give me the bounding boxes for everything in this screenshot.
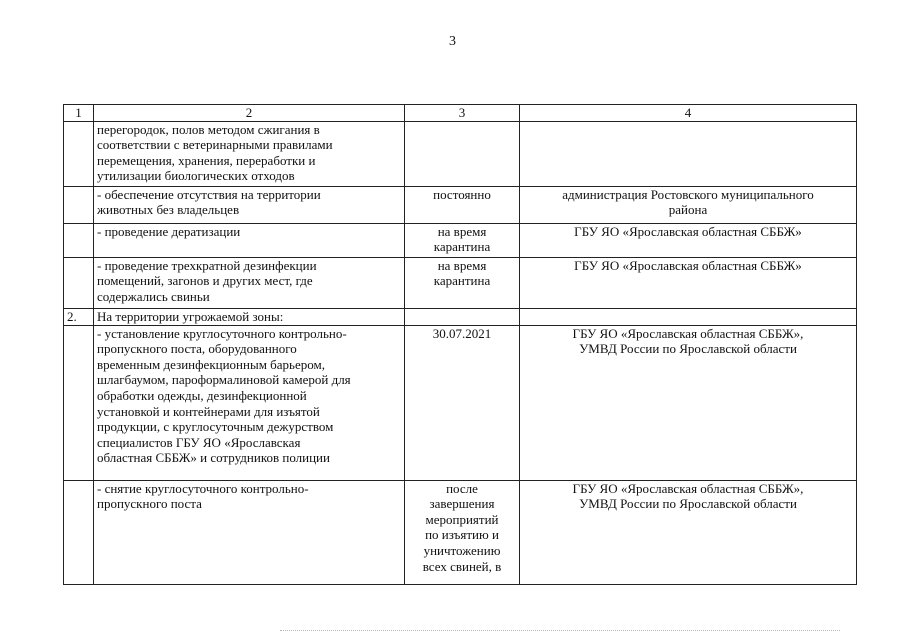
- term-text: на время карантина: [405, 257, 520, 308]
- table-row: [64, 480, 857, 584]
- table-row: [64, 257, 857, 308]
- table-row: [64, 325, 857, 480]
- row-number: [64, 325, 94, 480]
- row-number: [64, 121, 94, 186]
- row-number: [64, 223, 94, 257]
- column-header-term: 3: [405, 105, 520, 122]
- table-header-row: [64, 105, 857, 122]
- column-header-responsible: 4: [520, 105, 857, 122]
- measures-table: [63, 104, 857, 585]
- responsible-text: администрация Ростовского муниципального района: [520, 186, 857, 223]
- responsible-text: ГБУ ЯО «Ярославская областная СББЖ», УМВД России по Ярославской области: [520, 480, 857, 584]
- responsible-text: [520, 308, 857, 325]
- table-row: [64, 186, 857, 223]
- table-row: [64, 121, 857, 186]
- responsible-text: ГБУ ЯО «Ярославская областная СББЖ»: [520, 223, 857, 257]
- table-row: [64, 308, 857, 325]
- measure-text: - проведение трехкратной дезинфекции помещений, загонов и других мест, где содержались свиньи: [94, 257, 405, 308]
- term-text: [405, 308, 520, 325]
- responsible-text: ГБУ ЯО «Ярославская областная СББЖ», УМВД России по Ярославской области: [520, 325, 857, 480]
- measure-text: На территории угрожаемой зоны:: [94, 308, 405, 325]
- measure-text: - обеспечение отсутствия на территории животных без владельцев: [94, 186, 405, 223]
- measure-text: перегородок, полов методом сжигания в соответствии с ветеринарными правилами перемещения, хранения, переработки и утилизации биологических отходов: [94, 121, 405, 186]
- term-text: 30.07.2021: [405, 325, 520, 480]
- column-header-number: 1: [64, 105, 94, 122]
- page-number: 3: [449, 34, 456, 49]
- measure-text: - установление круглосуточного контрольно- пропускного поста, оборудованного временным дезинфекционным барьером, шлагбаумом, пароформалиновой камерой для обработки одежды, дезинфекционной установкой и контейнерами для изъятой продукции, с круглосуточным дежурством специалистов ГБУ ЯО «Ярославская областная СББЖ» и сотрудников полиции: [94, 325, 405, 480]
- scan-artifact-line: [280, 630, 840, 633]
- row-number: [64, 480, 94, 584]
- measure-text: - проведение дератизации: [94, 223, 405, 257]
- column-header-measure: 2: [94, 105, 405, 122]
- responsible-text: [520, 121, 857, 186]
- responsible-text: ГБУ ЯО «Ярославская областная СББЖ»: [520, 257, 857, 308]
- term-text: постоянно: [405, 186, 520, 223]
- term-text: после завершения мероприятий по изъятию и уничтожению всех свиней, в: [405, 480, 520, 584]
- measure-text: - снятие круглосуточного контрольно- пропускного поста: [94, 480, 405, 584]
- row-number: [64, 186, 94, 223]
- term-text: на время карантина: [405, 223, 520, 257]
- row-number: 2.: [64, 308, 94, 325]
- table-row: [64, 223, 857, 257]
- row-number: [64, 257, 94, 308]
- term-text: [405, 121, 520, 186]
